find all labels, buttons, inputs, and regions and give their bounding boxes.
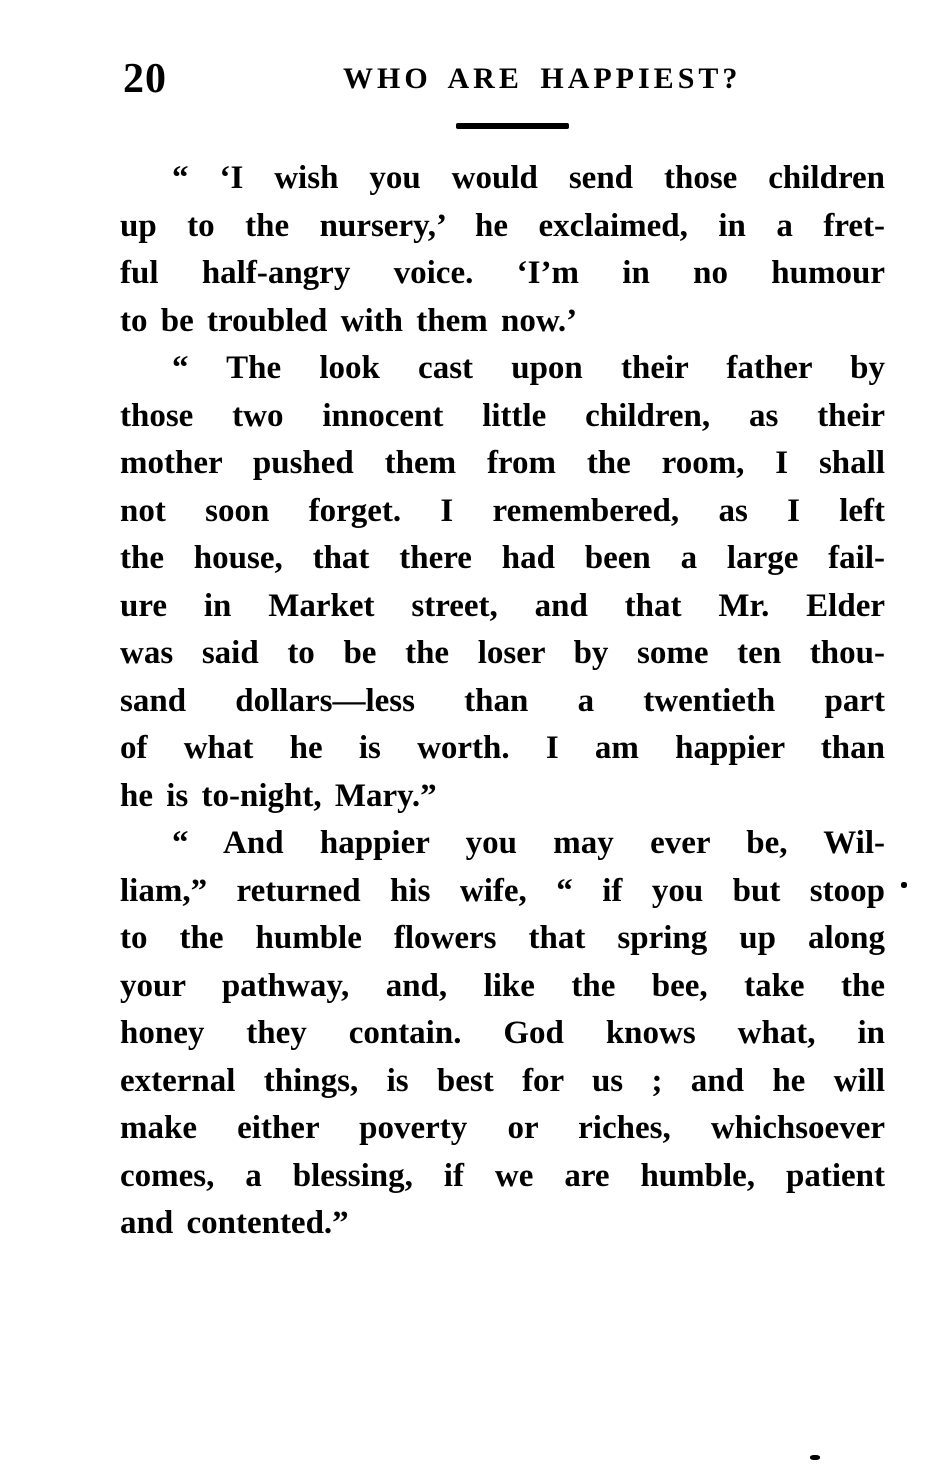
text-line: ure in Market street, and that Mr. Elder [120,587,885,624]
text-line: those two innocent little children, as their [120,397,885,434]
page-number: 20 [123,56,167,102]
text-line: mother pushed them from the room, I shall [120,445,885,481]
text-line: of what he is worth. I am happier than [120,730,885,766]
text-line: “ The look cast upon their father by [172,350,885,386]
text-line: make either poverty or riches, whichsoever [120,1110,885,1146]
text-line: “ ‘I wish you would send those children [172,160,885,196]
header-divider-rule [456,123,569,129]
text-line: to the humble flowers that spring up along [120,920,885,956]
text-line: “ And happier you may ever be, Wil- [172,825,885,861]
body-text [120,155,885,1248]
text-line: and contented.” [120,1205,349,1241]
scan-artifact-speck [810,1455,820,1460]
text-line: the house, that there had been a large fail- [120,540,885,576]
text-line: external things, is best for us ; and he will [120,1062,885,1099]
text-line: your pathway, and, like the bee, take the [120,967,885,1004]
text-line: comes, a blessing, if we are humble, patient [120,1157,885,1194]
text-line: liam,” returned his wife, “ if you but stoop [120,872,885,909]
running-header: WHO ARE HAPPIEST? [343,62,742,95]
text-line: honey they contain. God knows what, in [120,1015,885,1051]
text-line: he is to-night, Mary.” [120,777,437,814]
text-line: sand dollars—less than a twentieth part [120,682,885,719]
text-line: to be troubled with them now.’ [120,302,578,339]
text-line: not soon forget. I remembered, as I left [120,492,885,529]
text-line: up to the nursery,’ he exclaimed, in a fret- [120,207,885,244]
text-line: ful half-angry voice. ‘I’m in no humour [120,255,885,291]
text-line: was said to be the loser by some ten thou- [120,635,885,671]
scan-artifact-speck [901,882,907,888]
